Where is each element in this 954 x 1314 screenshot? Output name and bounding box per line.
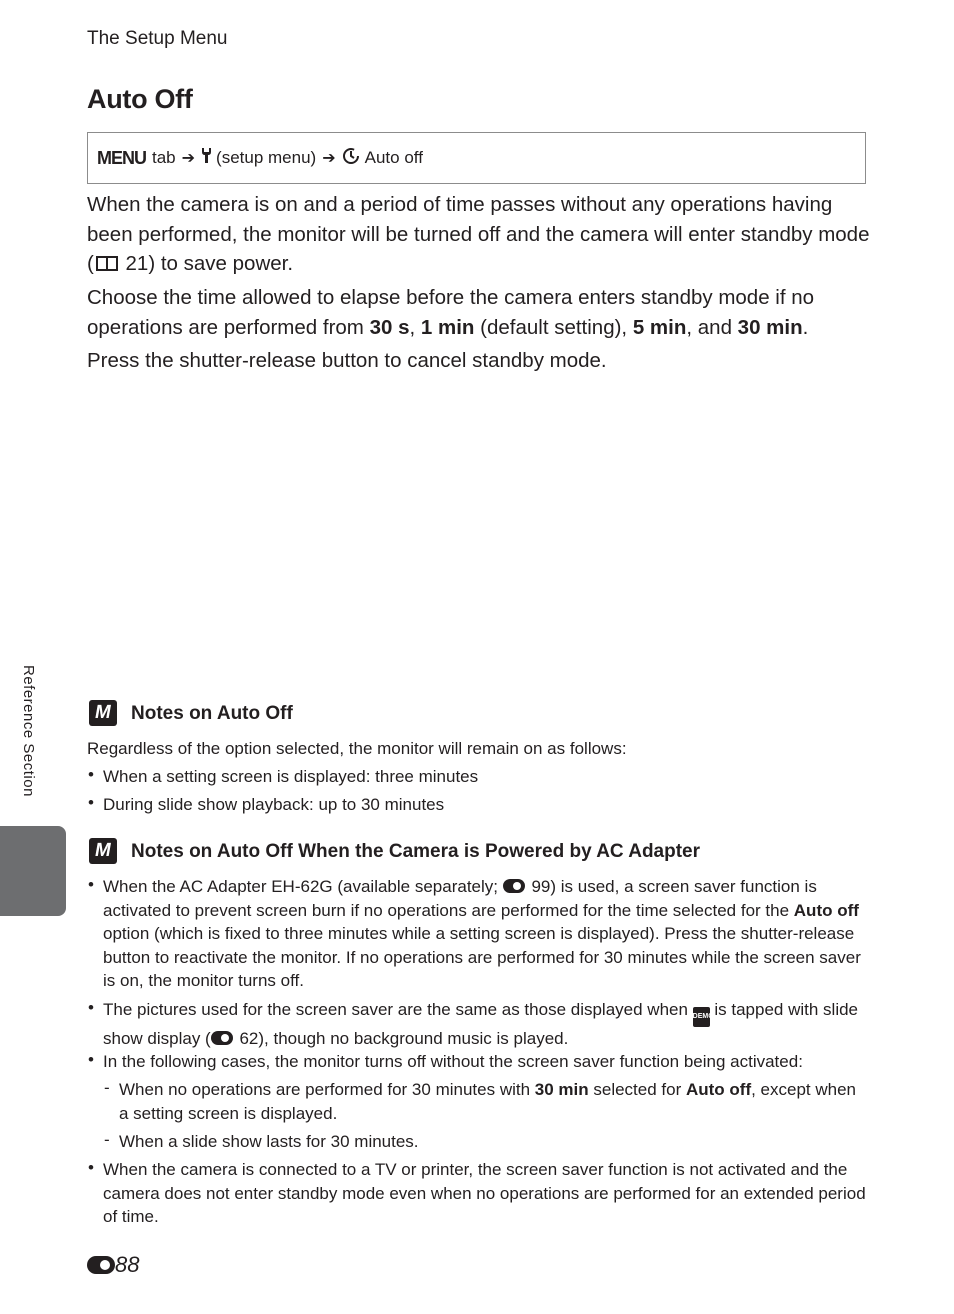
paragraph-options: Choose the time allowed to elapse before the camera enters standby mode if no operations are performed from 30 s, 1 min (default setting), 5 min, and 30 min. bbox=[87, 286, 815, 339]
dash-marker: - bbox=[104, 1078, 110, 1097]
reference-section-icon bbox=[87, 1256, 115, 1274]
setup-wrench-icon bbox=[201, 147, 212, 169]
arrow-right-icon: ➔ bbox=[322, 150, 336, 167]
note-pencil-icon: M bbox=[89, 700, 117, 726]
page-title: Auto Off bbox=[87, 84, 193, 114]
arrow-right-icon: ➔ bbox=[181, 150, 196, 167]
note1-intro: Regardless of the option selected, the monitor will remain on as follows: bbox=[87, 739, 627, 758]
side-section-tab bbox=[0, 826, 66, 916]
paragraph-standby: When the camera is on and a period of time passes without any operations having been performed, the monitor will be turned off and the camera will enter standby mode ( 21) to save power. bbox=[87, 193, 870, 275]
option-30min: 30 min bbox=[737, 315, 803, 339]
note1-bullet-1: When a setting screen is displayed: three minutes bbox=[103, 767, 479, 786]
note-pencil-icon: M bbox=[89, 838, 117, 864]
nav-setup-label: (setup menu) bbox=[216, 148, 317, 167]
page-number: 88 bbox=[87, 1252, 139, 1278]
auto-off-timer-icon bbox=[342, 147, 360, 170]
note2-bullet-4: When the camera is connected to a TV or printer, the screen saver function is not activated and the camera does not enter standby mode even when no operations are performed for an extended period of time. bbox=[103, 1160, 866, 1226]
menu-icon: MENU bbox=[97, 147, 146, 168]
bullet-icon: • bbox=[88, 1158, 94, 1177]
note2-sub-bullet-1: When no operations are performed for 30 minutes with 30 min selected for Auto off, except when a setting screen is displayed. bbox=[119, 1080, 857, 1123]
bullet-icon: • bbox=[88, 1050, 94, 1069]
bullet-icon: • bbox=[88, 998, 94, 1017]
option-1min: 1 min bbox=[420, 315, 475, 339]
section-label: The Setup Menu bbox=[87, 28, 228, 49]
note2-heading: Notes on Auto Off When the Camera is Powered by AC Adapter bbox=[131, 841, 701, 862]
note2-sub-bullet-2: When a slide show lasts for 30 minutes. bbox=[119, 1132, 419, 1151]
note1-heading: Notes on Auto Off bbox=[131, 703, 293, 724]
note2-bullet-2: The pictures used for the screen saver are the same as those displayed when DEMO is tapped with slide show display ( 62), though no background music is played. bbox=[103, 1000, 859, 1048]
reference-section-icon bbox=[211, 1031, 233, 1045]
side-section-label: Reference Section bbox=[20, 665, 37, 797]
bullet-icon: • bbox=[88, 793, 94, 812]
option-30s: 30 s bbox=[369, 315, 410, 339]
note2-bullet-1: When the AC Adapter EH-62G (available separately; 99) is used, a screen saver function is activated to prevent screen burn if no operations are performed for the time selected for the Auto off option (which is fixed to three minutes while a setting screen is displayed). Press the shutter-release button to reactivate the monitor. If no operations are performed for 30 minutes while the screen saver is on, the monitor turns off. bbox=[103, 877, 861, 990]
note2-bullet-3: In the following cases, the monitor turns off without the screen saver function being activated: bbox=[103, 1052, 803, 1071]
nav-item-label: Auto off bbox=[364, 148, 423, 167]
dash-marker: - bbox=[104, 1130, 110, 1149]
demo-slideshow-icon: DEMO bbox=[693, 1007, 710, 1027]
reference-section-icon bbox=[503, 879, 525, 893]
paragraph-cancel: Press the shutter-release button to cancel standby mode. bbox=[87, 349, 607, 372]
nav-tab-label: tab bbox=[152, 148, 176, 167]
note1-bullet-2: During slide show playback: up to 30 minutes bbox=[103, 795, 445, 814]
bullet-icon: • bbox=[88, 765, 94, 784]
option-5min: 5 min bbox=[632, 315, 687, 339]
page-reference-icon bbox=[96, 256, 118, 271]
menu-path-box bbox=[87, 132, 866, 184]
bullet-icon: • bbox=[88, 875, 94, 894]
